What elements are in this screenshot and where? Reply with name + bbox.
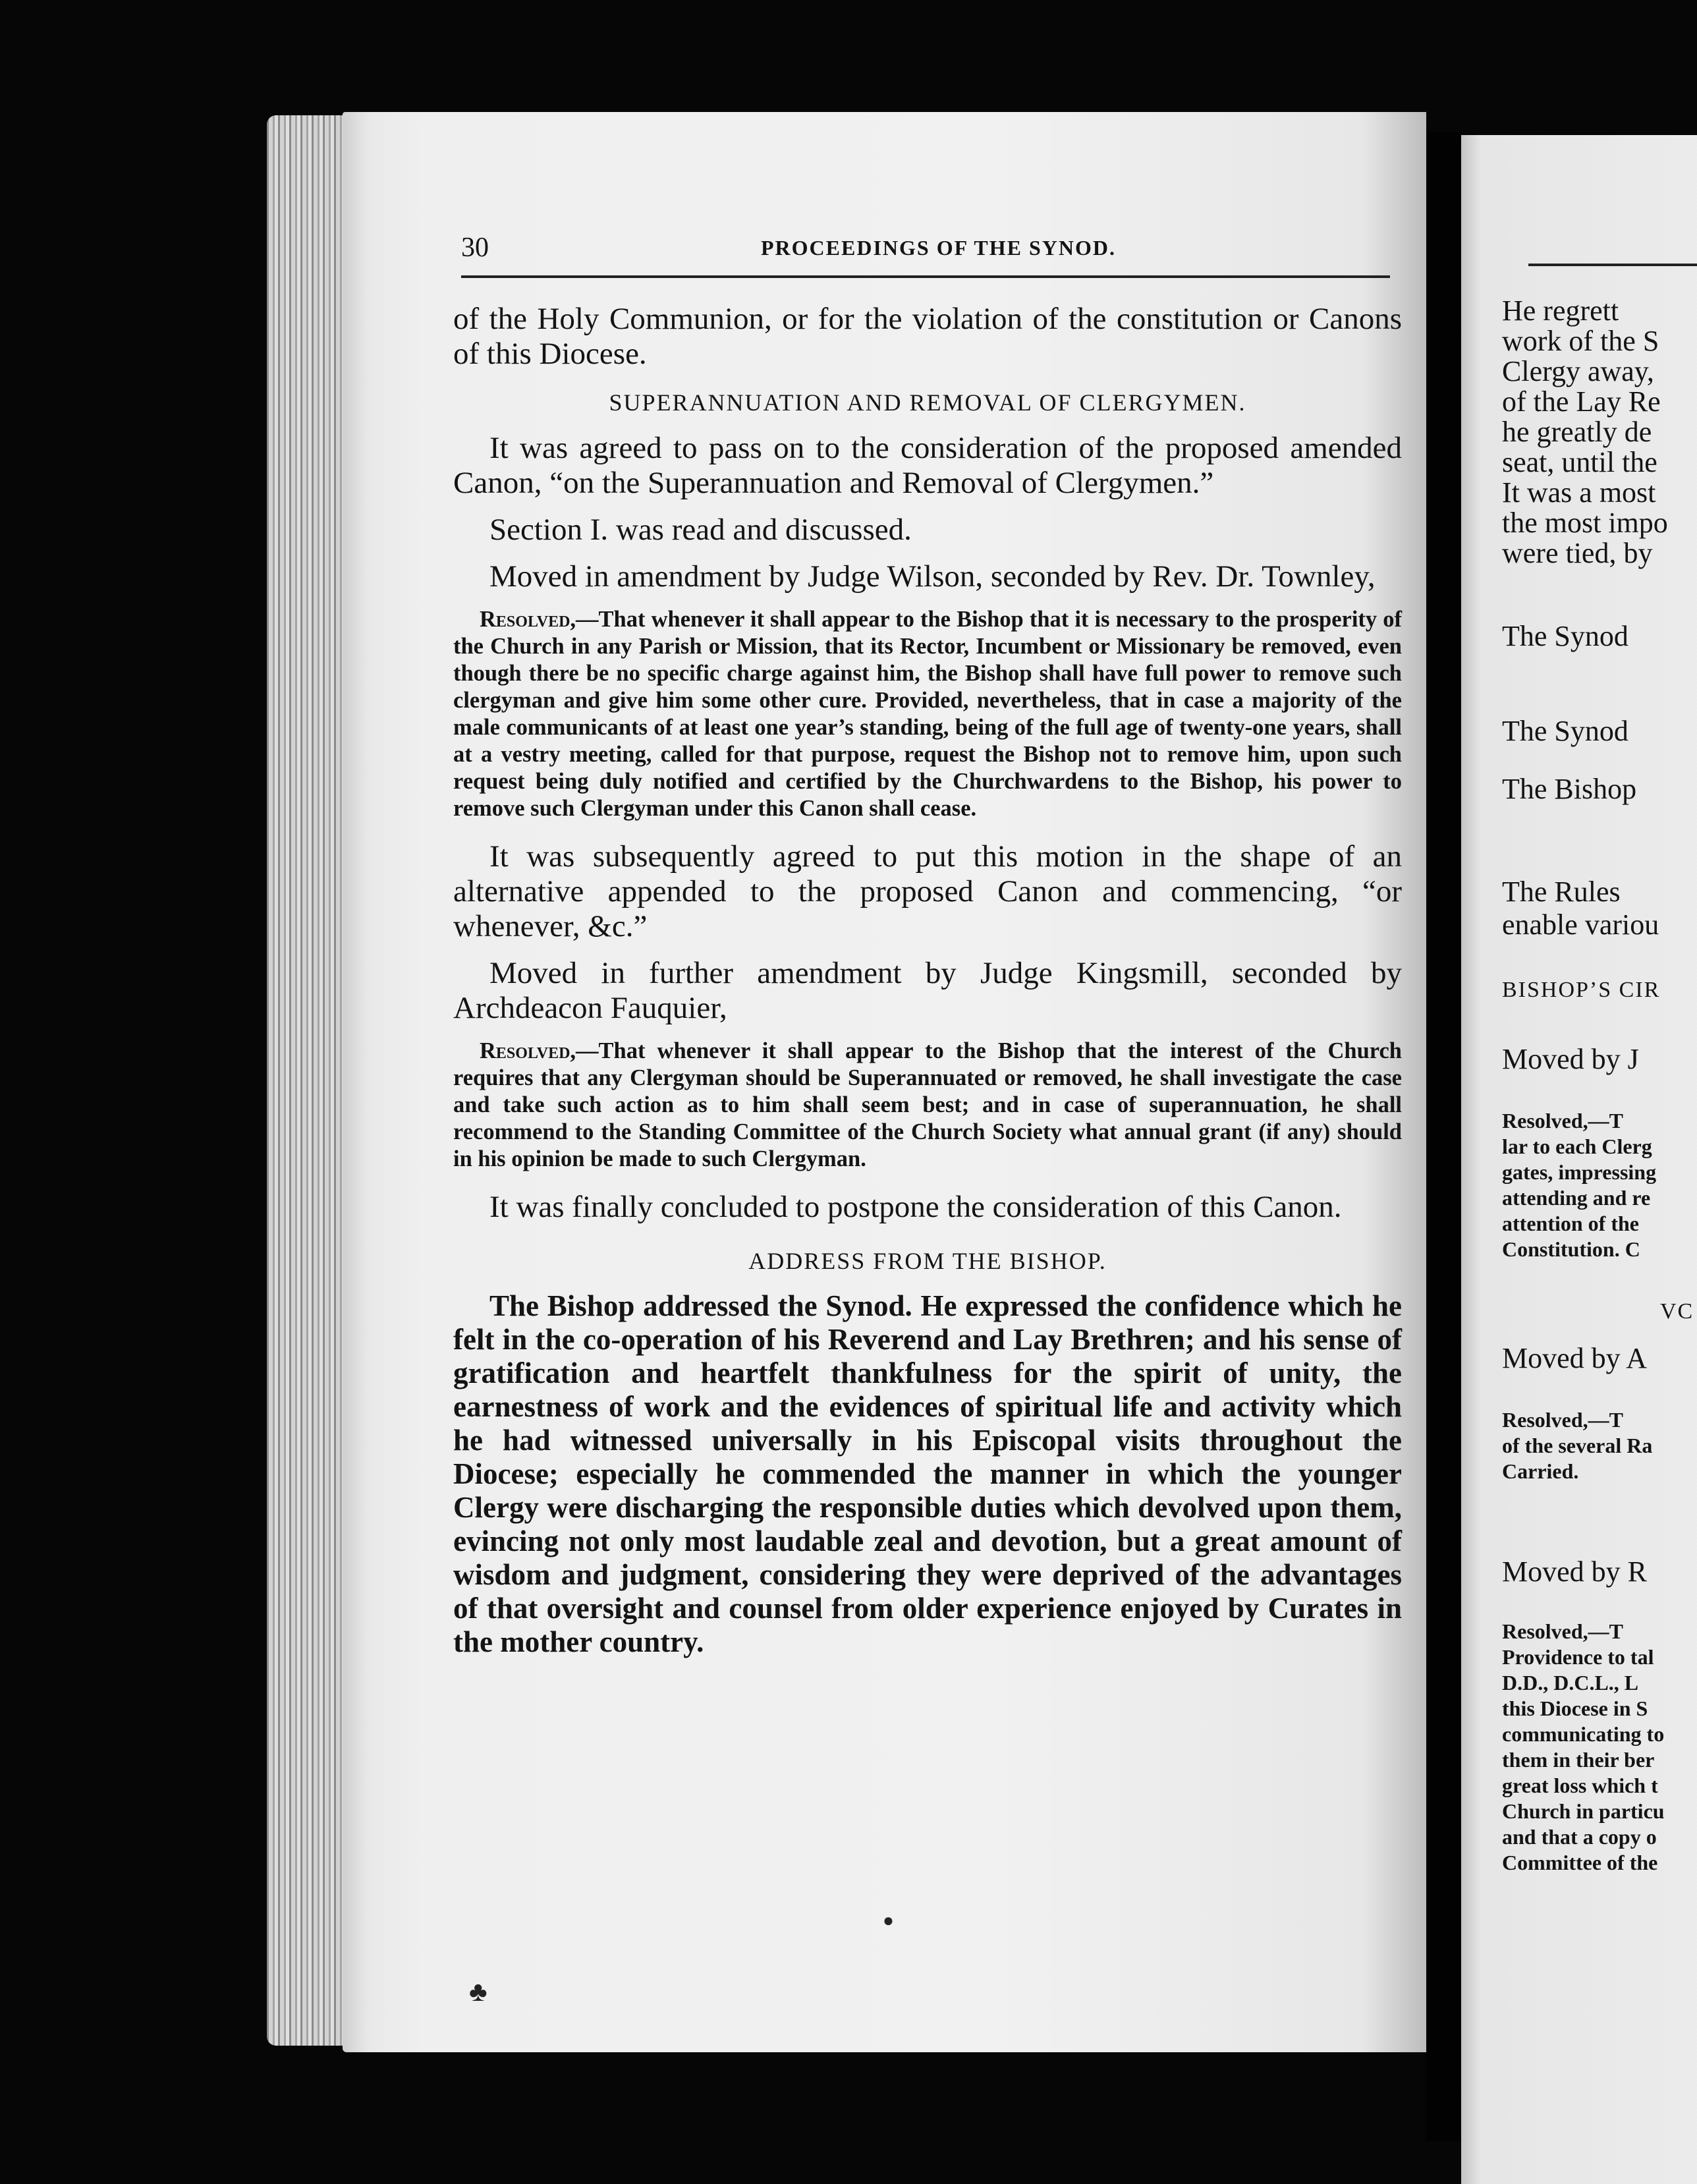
right-line: The Rules: [1502, 876, 1621, 908]
right-line: Clergy away,: [1502, 356, 1654, 387]
right-heading: VC: [1660, 1299, 1694, 1324]
paragraph-wilson-motion: Moved in amendment by Judge Wilson, seconded by Rev. Dr. Townley,: [489, 559, 1376, 594]
right-line: he greatly de: [1502, 416, 1652, 448]
right-line: Carried.: [1502, 1459, 1579, 1483]
right-line: were tied, by: [1502, 538, 1653, 569]
ink-blot-mark: ♣: [469, 1977, 487, 2007]
right-line: them in their ber: [1502, 1748, 1655, 1772]
right-line: The Synod: [1502, 715, 1628, 747]
right-line: Constitution. C: [1502, 1237, 1640, 1261]
book-page-edges: [267, 115, 352, 2046]
resolution-kingsmill: [453, 1038, 1402, 1173]
paragraph-postpone: It was finally concluded to postpone the consideration of this Canon.: [489, 1190, 1342, 1224]
resolution-label: Resolved,: [480, 607, 576, 632]
right-line: D.D., D.C.L., L: [1502, 1671, 1639, 1694]
right-line: Resolved,—T: [1502, 1408, 1623, 1432]
right-line: of the several Ra: [1502, 1434, 1653, 1457]
right-line: Church in particu: [1502, 1799, 1665, 1823]
right-line: attending and re: [1502, 1186, 1651, 1210]
paragraph-bishop-address: The Bishop addressed the Synod. He expressed the confidence which he felt in the co-operation of his Reverend and Lay Brethren; and his sense of gratification and heartfelt thankfulness for the spirit of unity, the earnestness of work and the evidences of spiritual life and activity which he had witnessed universally in his Episcopal visits throughout the Diocese; especially he commended the manner in which the younger Clergy were discharging the responsible duties which devolved upon them, evincing not only most laudable zeal and devotion, but a great amount of wisdom and judgment, considering they were deprived of the advantages of that oversight and counsel from older experience enjoyed by Curates in the mother country.: [453, 1289, 1402, 1658]
right-line: Moved by A: [1502, 1343, 1647, 1374]
right-line: The Synod: [1502, 621, 1628, 652]
resolution-label: Resolved,: [480, 1038, 576, 1063]
page-number: 30: [461, 233, 489, 263]
right-heading: BISHOP’S CIR: [1502, 978, 1661, 1002]
right-line: this Diocese in S: [1502, 1696, 1648, 1720]
section-heading-superannuation: SUPERANNUATION AND REMOVAL OF CLERGYMEN.: [609, 389, 1246, 416]
right-line: Committee of the: [1502, 1851, 1658, 1874]
right-line: gates, impressing: [1502, 1160, 1657, 1184]
right-line: Providence to tal: [1502, 1645, 1654, 1669]
resolution-text: —That whenever it shall appear to the Bishop that it is necessary to the prosperity of the Church in any Parish or Mission, that its Rector, Incumbent or Missionary be removed, even though there be no specific charge against him, the Bishop shall have full power to remove such clergyman and give him some other cure. Provided, nevertheless, that in case a majority of the male communicants of at least one year’s standing, being of the full age of twenty-one years, shall at a vestry meeting, called for that purpose, request the Bishop not to remove him, upon such request being duly notified and certified by the Churchwardens to the Bishop, his power to remove such Clergyman under this Canon shall cease.: [453, 607, 1402, 821]
right-line: lar to each Clerg: [1502, 1134, 1652, 1158]
resolution-wilson: [453, 606, 1402, 822]
right-line: Resolved,—T: [1502, 1619, 1623, 1643]
right-line: seat, until the: [1502, 447, 1657, 478]
running-head: PROCEEDINGS OF THE SYNOD.: [761, 236, 1116, 260]
paragraph-kingsmill-motion: Moved in further amendment by Judge Kingsmill, seconded by Archdeacon Fauquier,: [453, 956, 1402, 1025]
right-line: Moved by R: [1502, 1556, 1647, 1588]
paragraph-continuation: of the Holy Communion, or for the violation of the constitution or Canons of this Diocese.: [453, 302, 1402, 371]
resolution-text: —That whenever it shall appear to the Bishop that the interest of the Church requires that any Clergyman should be Superannuated or removed, he shall investigate the case and take such action as to him shall seem best; and in case of superannuation, he shall recommend to the Standing Committee of the Church Society what annual grant (if any) should in his opinion be made to such Clergyman.: [453, 1038, 1402, 1171]
right-line: of the Lay Re: [1502, 386, 1661, 418]
right-line: the most impo: [1502, 507, 1668, 539]
right-line: work of the S: [1502, 325, 1659, 357]
right-line: and that a copy o: [1502, 1825, 1657, 1849]
paragraph-agreed: It was agreed to pass on to the consideration of the proposed amended Canon, “on the Superannuation and Removal of Clergymen.”: [453, 431, 1402, 500]
page-header: [461, 232, 1397, 271]
right-line: Resolved,—T: [1502, 1109, 1623, 1133]
right-line: enable variou: [1502, 909, 1659, 941]
right-line: attention of the: [1502, 1212, 1639, 1235]
right-line: Moved by J: [1502, 1044, 1639, 1075]
paragraph-section-one: Section I. was read and discussed.: [489, 513, 912, 547]
ink-speck-mark: ●: [883, 1911, 894, 1931]
paragraph-alternative: It was subsequently agreed to put this motion in the shape of an alternative appended to the proposed Canon and commencing, “or whenever, &c.”: [453, 839, 1402, 943]
right-line: He regrett: [1502, 295, 1619, 327]
right-line: It was a most: [1502, 477, 1656, 509]
right-line: The Bishop: [1502, 773, 1637, 805]
right-line: great loss which t: [1502, 1774, 1658, 1797]
right-line: communicating to: [1502, 1722, 1665, 1746]
right-page-header-rule: [1528, 264, 1697, 266]
header-rule: [461, 275, 1390, 278]
left-page-text: [453, 302, 1402, 1671]
book-gutter: [1426, 132, 1462, 2141]
section-heading-address: ADDRESS FROM THE BISHOP.: [748, 1248, 1107, 1274]
